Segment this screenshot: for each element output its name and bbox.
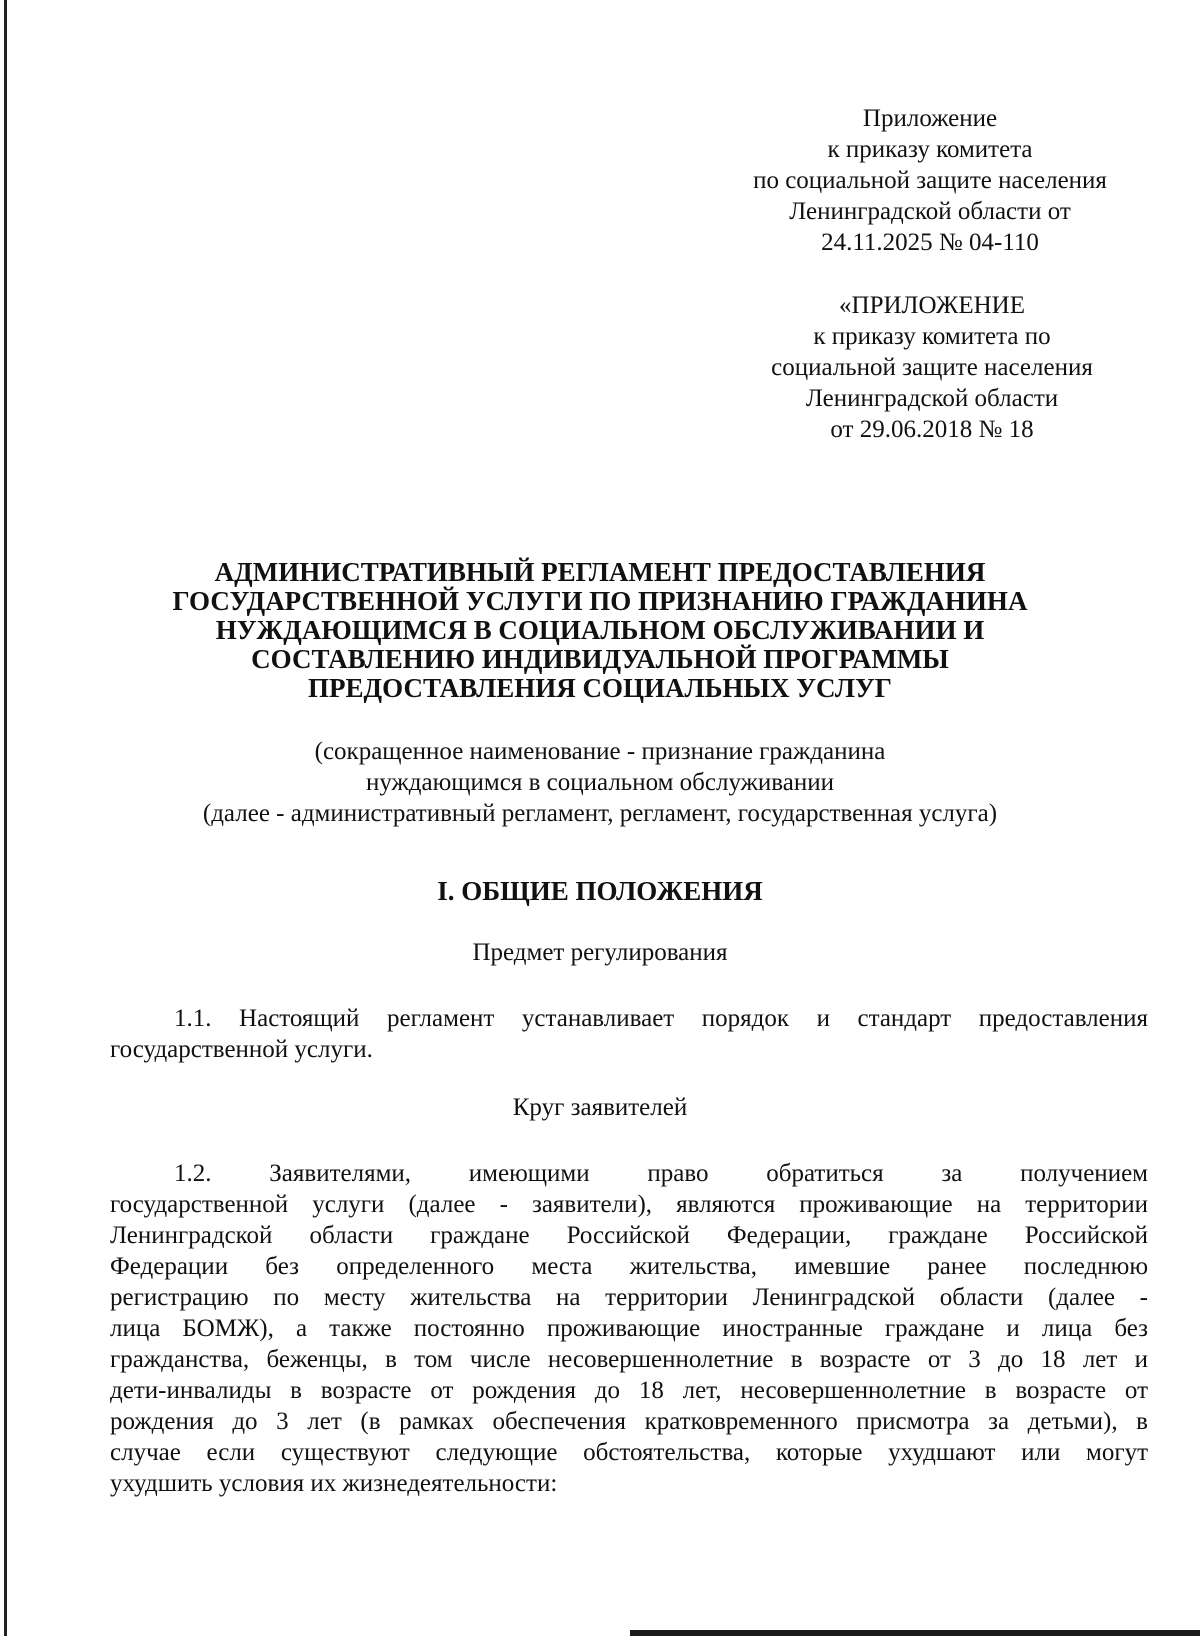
appendix-line: Ленинградской области <box>805 385 1059 412</box>
paragraph-line: государственной услуги. <box>110 1036 373 1063</box>
subsection-heading-applicants: Круг заявителей <box>512 1094 688 1121</box>
paragraph-line: гражданства, беженцы, в том числе несовершеннолетние в возрасте от 3 до 18 лет и <box>110 1346 1148 1373</box>
appendix-line: социальной защите населения <box>771 354 1093 381</box>
appendix-line: 24.11.2025 № 04-110 <box>821 229 1039 256</box>
paragraph-line: 1.2. Заявителями, имеющими право обратиться за получением <box>174 1160 1148 1187</box>
title-line: АДМИНИСТРАТИВНЫЙ РЕГЛАМЕНТ ПРЕДОСТАВЛЕНИЯ <box>214 557 986 587</box>
appendix-line: к приказу комитета <box>827 136 1033 163</box>
paragraph-line: случае если существуют следующие обстоятельства, которые ухудшают или могут <box>110 1439 1148 1466</box>
scan-left-edge <box>4 0 7 1636</box>
paragraph-line: ухудшить условия их жизнедеятельности: <box>110 1470 558 1497</box>
paragraph-line: регистрацию по месту жительства на территории Ленинградской области (далее - <box>110 1284 1148 1311</box>
subsection-heading-subject: Предмет регулирования <box>472 939 728 966</box>
title-line: ПРЕДОСТАВЛЕНИЯ СОЦИАЛЬНЫХ УСЛУГ <box>308 673 892 703</box>
appendix-line: «ПРИЛОЖЕНИЕ <box>839 292 1025 319</box>
appendix-line: Приложение <box>862 105 998 132</box>
appendix-line: Ленинградской области от <box>789 198 1071 225</box>
title-line: НУЖДАЮЩИМСЯ В СОЦИАЛЬНОМ ОБСЛУЖИВАНИИ И <box>215 615 985 645</box>
document-title <box>110 558 1090 703</box>
paragraph-line: Федерации без определенного места жительства, имевшие ранее последнюю <box>110 1253 1148 1280</box>
subtitle-line: (сокращенное наименование - признание гражданина <box>314 738 886 765</box>
subtitle-line: (далее - административный регламент, регламент, государственная услуга) <box>202 800 998 827</box>
subtitle-line: нуждающимся в социальном обслуживании <box>365 769 834 796</box>
title-line: ГОСУДАРСТВЕННОЙ УСЛУГИ ПО ПРИЗНАНИЮ ГРАЖДАНИНА <box>172 586 1028 616</box>
paragraph-line: лица БОМЖ), а также постоянно проживающие иностранные граждане и лица без <box>110 1315 1148 1342</box>
paragraph-line: Ленинградской области граждане Российской Федерации, граждане Российской <box>110 1222 1148 1249</box>
scan-bottom-edge <box>630 1630 1200 1636</box>
appendix-line: к приказу комитета по <box>813 323 1051 350</box>
appendix-line: по социальной защите населения <box>753 167 1107 194</box>
document-subtitle <box>110 736 1090 829</box>
paragraph-1-2 <box>110 1158 1148 1499</box>
appendix-header-current <box>700 103 1160 258</box>
section-heading: I. ОБЩИЕ ПОЛОЖЕНИЯ <box>437 876 763 906</box>
paragraph-line: государственной услуги (далее - заявители), являются проживающие на территории <box>110 1191 1148 1218</box>
paragraph-1-1 <box>110 1003 1148 1065</box>
paragraph-line: дети-инвалиды в возрасте от рождения до 18 лет, несовершеннолетние в возрасте от <box>110 1377 1148 1404</box>
paragraph-line: 1.1. Настоящий регламент устанавливает порядок и стандарт предоставления <box>174 1005 1148 1032</box>
paragraph-line: рождения до 3 лет (в рамках обеспечения кратковременного присмотра за детьми), в <box>110 1408 1148 1435</box>
appendix-header-original <box>712 290 1152 445</box>
appendix-line: от 29.06.2018 № 18 <box>830 416 1034 443</box>
title-line: СОСТАВЛЕНИЮ ИНДИВИДУАЛЬНОЙ ПРОГРАММЫ <box>251 644 949 674</box>
